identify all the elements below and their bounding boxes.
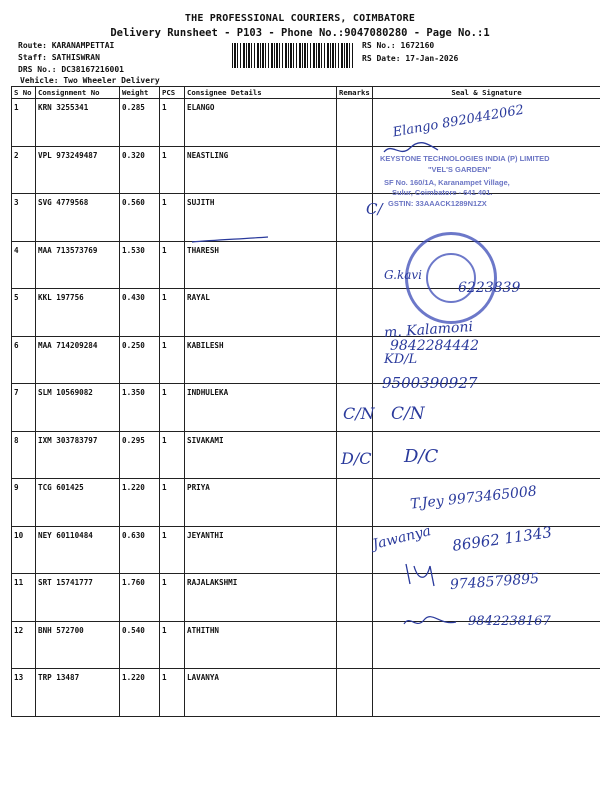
signature-row-13-scribble: [400, 612, 460, 632]
cell-consignee: THARESH: [185, 241, 337, 289]
cell-remarks: [337, 336, 373, 384]
col-consignment: Consignment No: [36, 87, 120, 99]
remark-row-8: C/N: [343, 404, 375, 423]
cell-pcs: 1: [160, 574, 185, 622]
cell-weight: 0.320: [120, 146, 160, 194]
cell-pcs: 1: [160, 146, 185, 194]
signature-row-1: Elango 8920442062: [391, 102, 526, 141]
cell-weight: 1.220: [120, 479, 160, 527]
col-consignee: Consignee Details: [185, 87, 337, 99]
cell-consignment-no: SLM 10569082: [36, 384, 120, 432]
cell-weight: 1.350: [120, 384, 160, 432]
cell-sno: 3: [12, 194, 36, 242]
cell-consignee: ATHITHN: [185, 621, 337, 669]
cell-sno: 13: [12, 669, 36, 717]
cell-pcs: 1: [160, 289, 185, 337]
signature-row-6a: m. Kalamoni: [383, 318, 474, 342]
stamp-line-4: Sulur, Coimbatore - 641 401.: [392, 188, 493, 197]
signature-row-5a: G.kavi: [384, 268, 423, 282]
cell-remarks: [337, 99, 373, 147]
cell-consignment-no: KKL 197756: [36, 289, 120, 337]
cell-sno: 1: [12, 99, 36, 147]
col-seal: Seal & Signature: [373, 87, 600, 99]
cell-pcs: 1: [160, 194, 185, 242]
cell-consignment-no: VPL 973249487: [36, 146, 120, 194]
col-weight: Weight: [120, 87, 160, 99]
signature-row-2: [380, 140, 440, 160]
cell-consignee: SUJITH: [185, 194, 337, 242]
cell-consignment-no: SVG 4779568: [36, 194, 120, 242]
cell-sno: 12: [12, 621, 36, 669]
route-label: Route: KARANAMPETTAI: [18, 41, 115, 50]
stamp-line-5: GSTIN: 33AAACK1289N1ZX: [388, 199, 487, 208]
cell-consignment-no: MAA 713573769: [36, 241, 120, 289]
table-row: [12, 431, 600, 479]
cell-consignee: INDHULEKA: [185, 384, 337, 432]
cell-consignment-no: NEY 60110484: [36, 526, 120, 574]
cell-pcs: 1: [160, 384, 185, 432]
rs-number: RS No.: 1672160: [362, 41, 435, 50]
cell-consignee: KABILESH: [185, 336, 337, 384]
cell-consignee: NEASTLING: [185, 146, 337, 194]
cell-consignment-no: TRP 13487: [36, 669, 120, 717]
cell-weight: 0.560: [120, 194, 160, 242]
stamp-line-2: "VEL'S GARDEN": [428, 165, 492, 174]
signature-row-6b: 9842284442: [390, 338, 480, 354]
signature-row-3: C/: [366, 200, 383, 218]
table-header-row: [12, 87, 600, 99]
cell-weight: 1.760: [120, 574, 160, 622]
cell-sno: 5: [12, 289, 36, 337]
cell-consignee: ELANGO: [185, 99, 337, 147]
cell-consignment-no: TCG 601425: [36, 479, 120, 527]
barcode: [232, 43, 354, 68]
table-row: [12, 336, 600, 384]
signature-row-7a: KD/L: [384, 352, 418, 367]
cell-consignment-no: MAA 714209284: [36, 336, 120, 384]
signature-row-12-scribble: [400, 560, 440, 588]
vehicle-label: Vehicle: Two Wheeler Delivery: [20, 76, 160, 85]
cell-pcs: 1: [160, 336, 185, 384]
cell-remarks: [337, 241, 373, 289]
cell-remarks: [337, 479, 373, 527]
col-pcs: PCS: [160, 87, 185, 99]
cell-weight: 1.530: [120, 241, 160, 289]
cell-consignment-no: BNH 572700: [36, 621, 120, 669]
cell-pcs: 1: [160, 669, 185, 717]
cell-sno: 10: [12, 526, 36, 574]
cell-pcs: 1: [160, 621, 185, 669]
cell-pcs: 1: [160, 479, 185, 527]
cell-consignee: PRIYA: [185, 479, 337, 527]
remark-row-9: D/C: [341, 449, 372, 468]
signature-row-5b: 6223839: [458, 280, 521, 296]
table-row: [12, 669, 600, 717]
staff-label: Staff: SATHISWRAN: [18, 53, 100, 62]
cell-weight: 0.630: [120, 526, 160, 574]
cell-weight: 1.220: [120, 669, 160, 717]
stamp-line-3: SF No. 160/1A, Karanampet Village,: [384, 178, 510, 187]
company-title: THE PROFESSIONAL COURIERS, COIMBATORE: [184, 13, 416, 24]
signature-row-8: C/N: [391, 404, 425, 424]
cell-consignee: JEYANTHI: [185, 526, 337, 574]
cell-consignment-no: IXM 303783797: [36, 431, 120, 479]
cell-weight: 0.285: [120, 99, 160, 147]
cell-seal-signature: [373, 669, 600, 717]
cell-weight: 0.295: [120, 431, 160, 479]
cell-consignment-no: KRN 3255341: [36, 99, 120, 147]
cell-consignee: SIVAKAMI: [185, 431, 337, 479]
cell-remarks: [337, 289, 373, 337]
cell-sno: 4: [12, 241, 36, 289]
cell-consignee: RAJALAKSHMI: [185, 574, 337, 622]
cell-remarks: [337, 526, 373, 574]
cell-pcs: 1: [160, 241, 185, 289]
signature-row-11a: Jawanya: [370, 523, 433, 553]
signature-row-9: D/C: [404, 446, 439, 467]
cell-sno: 6: [12, 336, 36, 384]
cell-weight: 0.540: [120, 621, 160, 669]
signature-row-12: 9748579895: [449, 570, 540, 594]
signature-row-13: 9842238167: [468, 614, 551, 629]
underline-row-4: [190, 236, 270, 246]
runsheet-title: Delivery Runsheet - P103 - Phone No.:9047080280 - Page No.:1: [110, 27, 490, 39]
cell-remarks: [337, 146, 373, 194]
cell-remarks: [337, 574, 373, 622]
cell-consignee: LAVANYA: [185, 669, 337, 717]
cell-consignment-no: SRT 15741777: [36, 574, 120, 622]
cell-sno: 9: [12, 479, 36, 527]
cell-sno: 11: [12, 574, 36, 622]
cell-pcs: 1: [160, 526, 185, 574]
cell-pcs: 1: [160, 431, 185, 479]
signature-row-10: T.Jey 9973465008: [409, 483, 538, 513]
cell-remarks: [337, 669, 373, 717]
table-row: [12, 384, 600, 432]
signature-row-7b: 9500390927: [382, 374, 478, 392]
cell-sno: 2: [12, 146, 36, 194]
cell-remarks: [337, 621, 373, 669]
drs-label: DRS No.: DC38167216001: [18, 65, 124, 74]
cell-pcs: 1: [160, 99, 185, 147]
stamp-line-1: KEYSTONE TECHNOLOGIES INDIA (P) LIMITED: [380, 154, 550, 163]
cell-weight: 0.430: [120, 289, 160, 337]
cell-sno: 7: [12, 384, 36, 432]
cell-consignee: RAYAL: [185, 289, 337, 337]
col-remarks: Remarks: [337, 87, 373, 99]
col-sno: S No: [12, 87, 36, 99]
signature-row-11b: 86962 11343: [451, 523, 553, 555]
cell-sno: 8: [12, 431, 36, 479]
cell-weight: 0.250: [120, 336, 160, 384]
rs-date: RS Date: 17-Jan-2026: [362, 54, 459, 63]
